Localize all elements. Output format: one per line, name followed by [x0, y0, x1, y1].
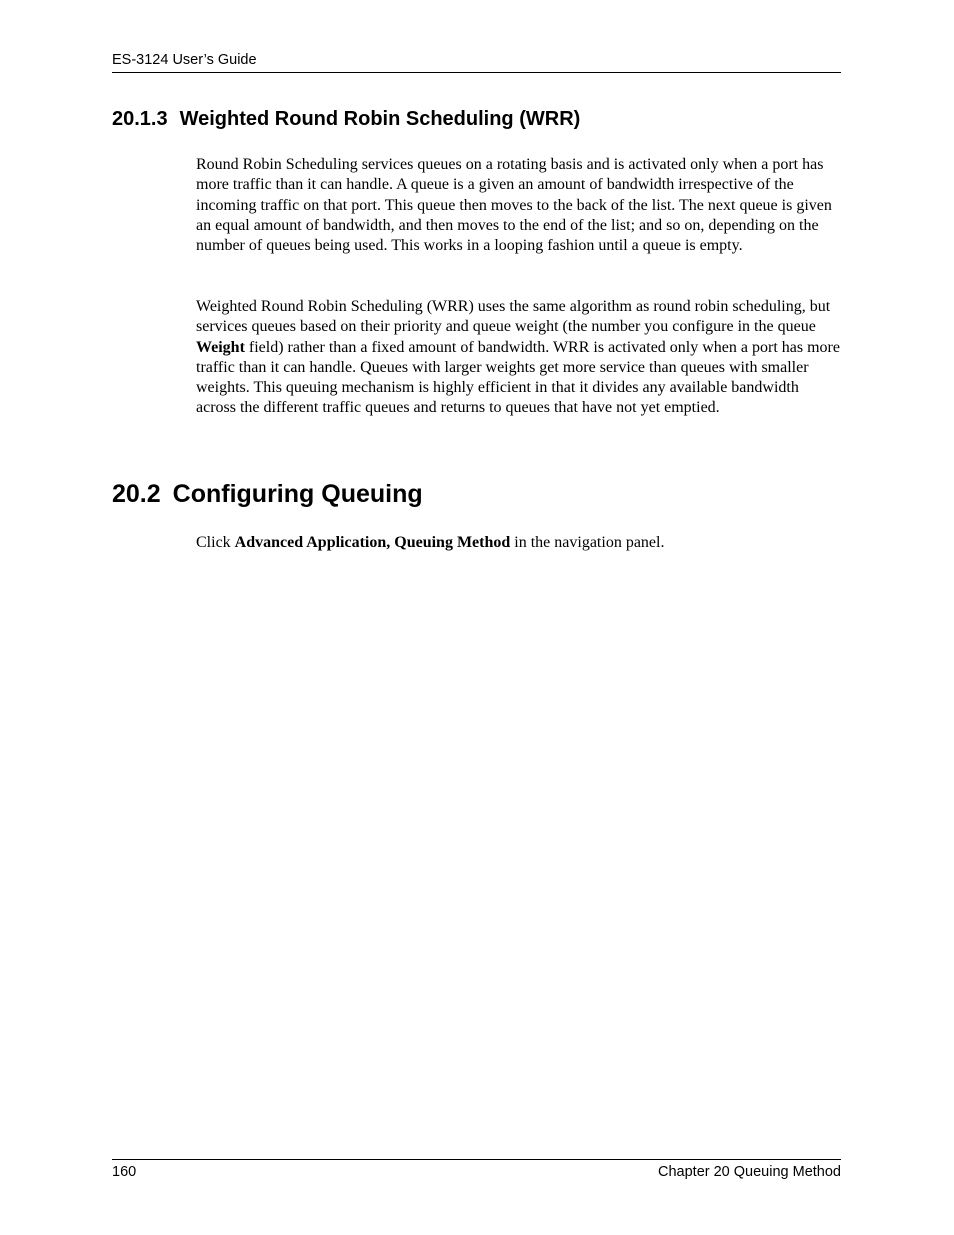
section-number: 20.2	[112, 480, 161, 508]
instruction-text: in the navigation panel.	[510, 534, 665, 551]
menu-separator: ,	[386, 534, 395, 551]
weight-field-name: Weight	[196, 338, 245, 356]
chapter-title: Chapter 20 Queuing Method	[658, 1164, 841, 1180]
paragraph-text: Weighted Round Robin Scheduling (WRR) uses the same algorithm as round robin scheduling, but services queues based on their priority and queue weight (the number you configure in the queue	[196, 298, 831, 336]
menu-name-queuing-method: Queuing Method	[394, 534, 511, 551]
page-footer	[112, 1159, 841, 1184]
document-title: ES-3124 User’s Guide	[112, 52, 257, 68]
page-header	[112, 50, 841, 73]
section-title: Weighted Round Robin Scheduling (WRR)	[179, 108, 581, 130]
page-number: 160	[112, 1164, 137, 1180]
section-title: Configuring Queuing	[172, 480, 423, 508]
paragraph-wrr	[196, 297, 841, 419]
paragraph-instructions	[196, 533, 841, 553]
section-heading-wrr	[112, 106, 580, 132]
paragraph-text: field) rather than a fixed amount of bandwidth. WRR is activated only when a port has more traffic than it can handle. Queues with larger weights get more service than queues with smaller weights. This queuing mechanism is highly efficient in that it divides any available bandwidth across the different traffic queues and returns to queues that have not yet emptied.	[196, 338, 840, 417]
section-number: 20.1.3	[112, 108, 168, 130]
paragraph-round-robin: Round Robin Scheduling services queues on a rotating basis and is activated only when a port has more traffic than it can handle. A queue is a given an amount of bandwidth irrespective of the incoming traffic on that port. This queue then moves to the back of the list. The next queue is given an equal amount of bandwidth, and then moves to the end of the list; and so on, depending on the number of queues being used. This works in a looping fashion until a queue is empty.	[196, 156, 832, 255]
menu-name-advanced-application: Advanced Application	[234, 534, 387, 551]
section-heading-configuring	[112, 478, 423, 510]
instruction-text: Click	[196, 534, 235, 551]
